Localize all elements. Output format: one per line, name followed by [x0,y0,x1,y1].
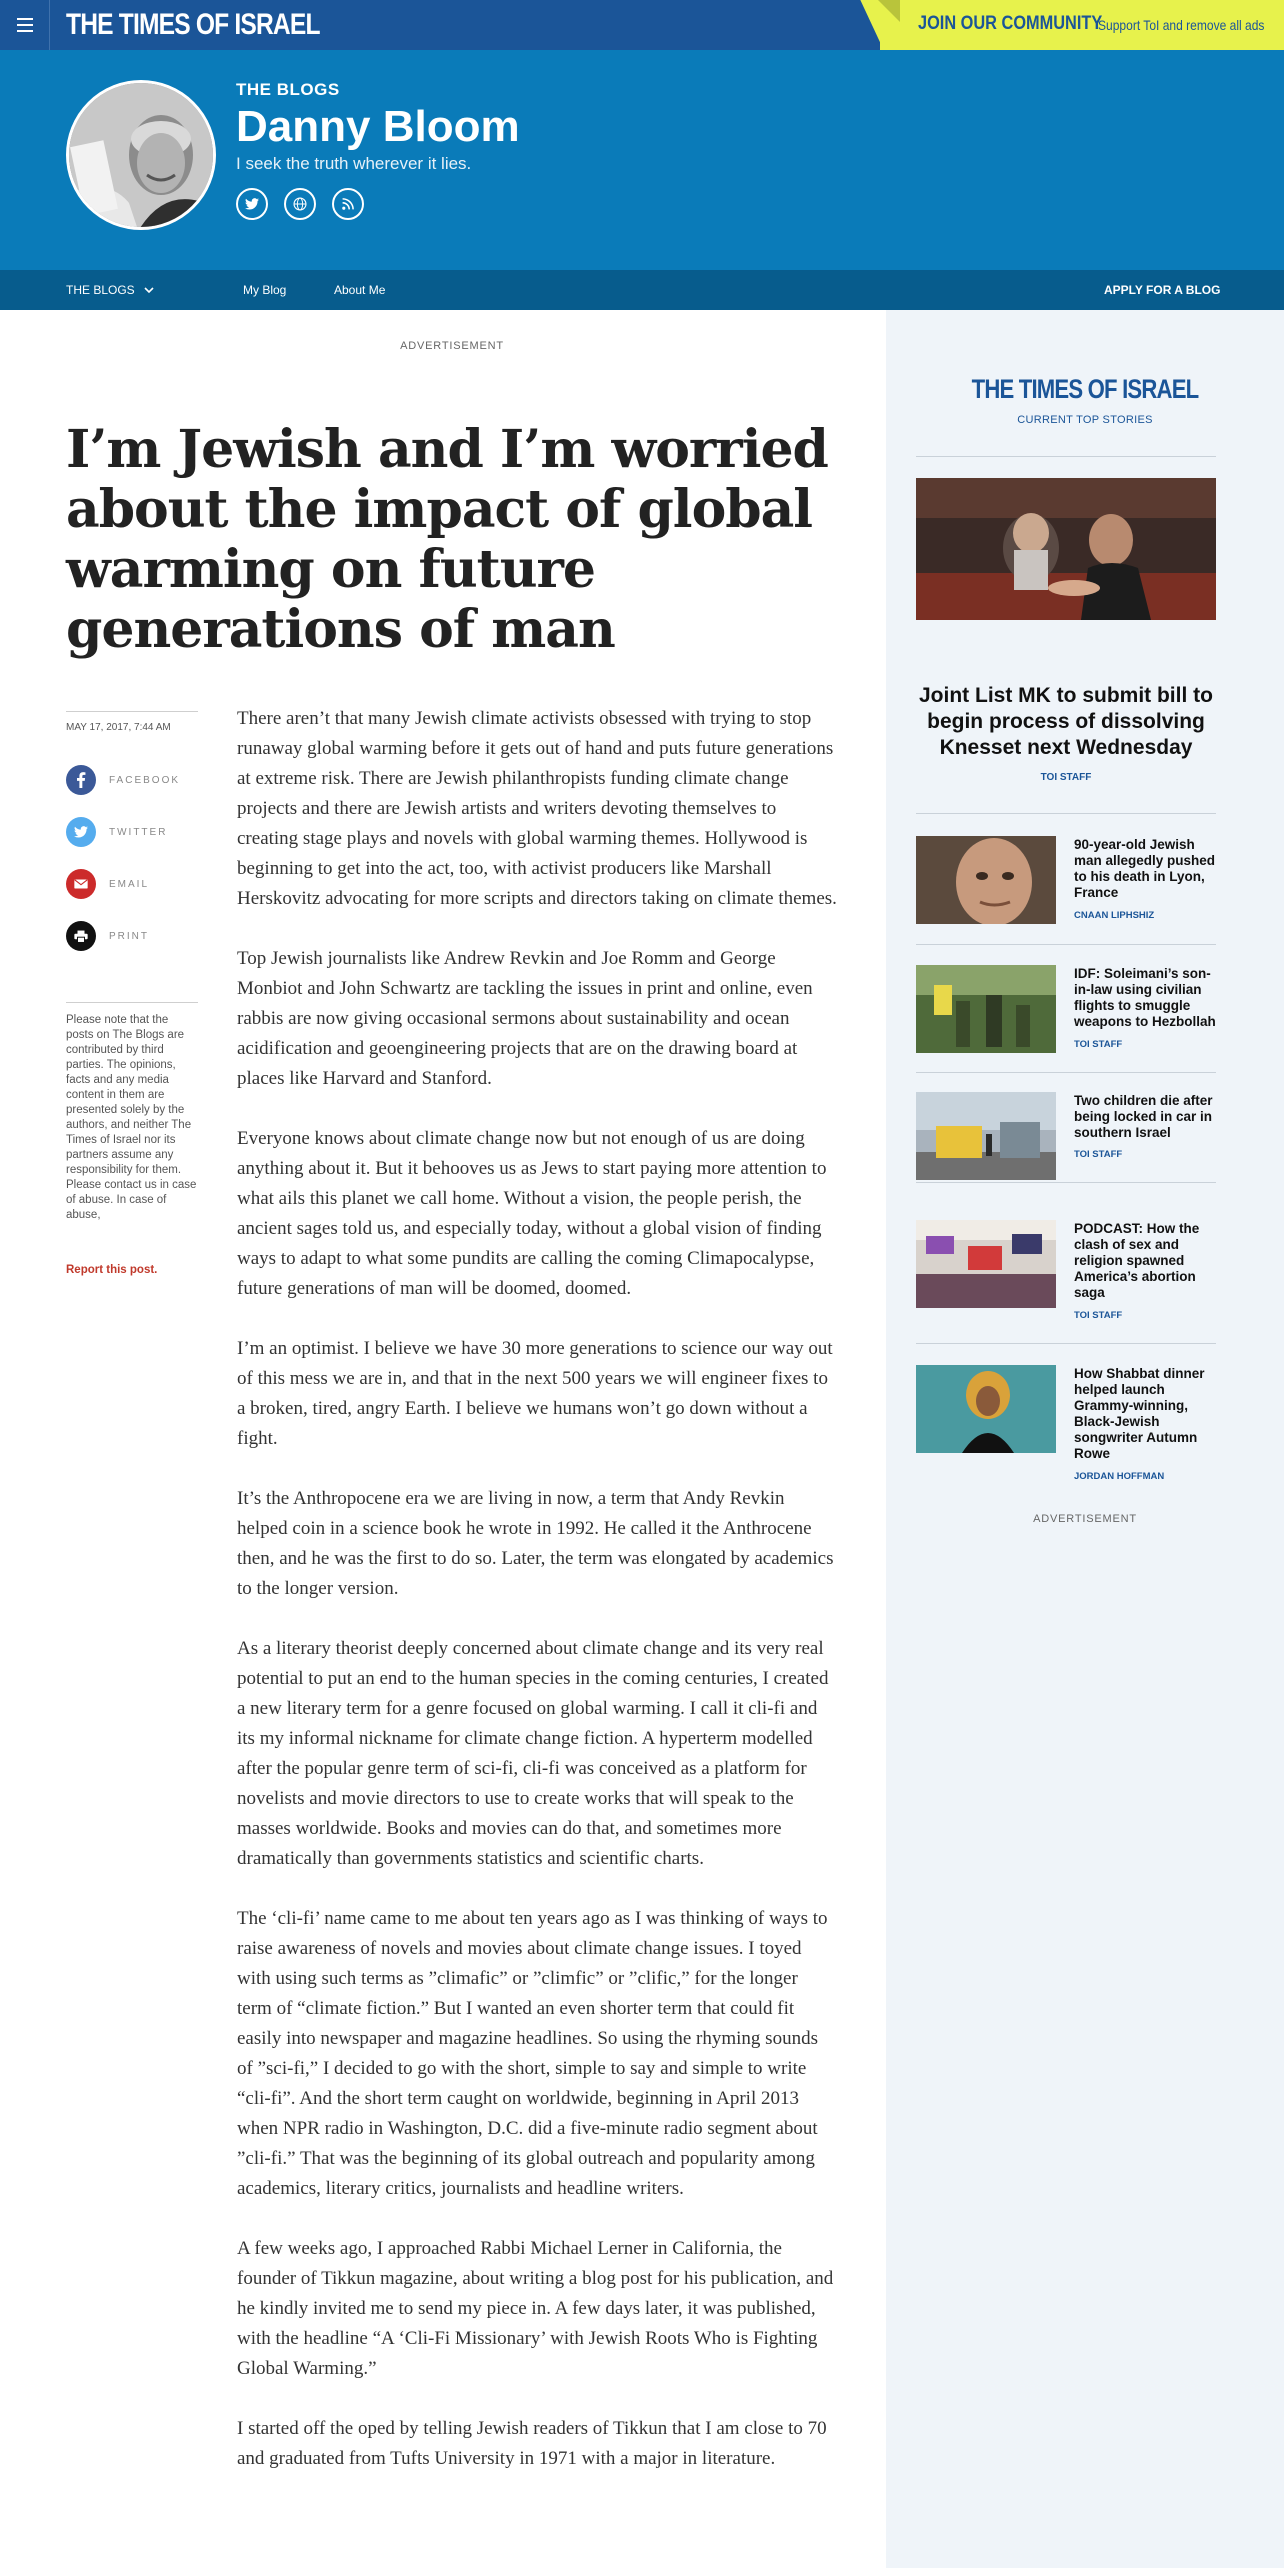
author-name: Danny Bloom [236,102,520,151]
feature-story-byline[interactable]: TOI STAFF [1040,772,1092,783]
article-paragraph: Top Jewish journalists like Andrew Revkin and Joe Romm and George Monbiot and John Schwartz are tackling the issues in print and online, even rabbis are now giving occasional sermons about sustainability and ocean acidification and geoengineering projects that are on the drawing board at places like Harvard and Stanford. [237,948,813,1089]
sidebar-divider [916,1182,1216,1183]
top-stories-sidebar [886,310,1284,2568]
story-title[interactable]: How Shabbat dinner helped launch Grammy-winning, Black-Jewish songwriter Autumn Rowe [1074,1366,1205,1461]
story-byline[interactable]: CNAAN LIPHSHIZ [1074,910,1155,921]
feature-story-title[interactable]: Joint List MK to submit bill to begin process of dissolving Knesset next Wednesday [919,684,1213,759]
story-byline[interactable]: TOI STAFF [1074,1310,1123,1321]
article-date: MAY 17, 2017, 7:44 AM [66,722,171,733]
nav-my-blog[interactable]: My Blog [243,283,287,297]
story-image[interactable] [916,965,1056,1053]
sidebar-advertisement-label: ADVERTISEMENT [1033,1513,1137,1525]
author-tagline: I seek the truth wherever it lies. [236,154,472,173]
blogs-disclaimer: Please note that the posts on The Blogs are contributed by third parties. The opinions, facts and any media content in them are presented solely by the authors, and neither The Times of Israel nor its partners assume any responsibility for them. Please contact us in case of abuse. In case of abuse, [66,1014,197,1221]
article-paragraph: There aren’t that many Jewish climate activists obsessed with trying to stop runaway global warming before it gets out of hand and puts future generations at extreme risk. There are Jewish philanthropists funding climate change projects and there are Jewish artists and writers devoting themselves to creating stage plays and novels with global warming themes. Hollywood is beginning to get into the act, too, with activist producers like Marshall Herskovitz advocating for more scripts and directors taking on climate themes. [237,708,837,909]
article-body [237,704,837,2504]
share-twitter[interactable] [66,817,206,847]
sidebar-logo-subtitle: CURRENT TOP STORIES [1017,414,1153,426]
section-label[interactable]: THE BLOGS [236,80,340,99]
article-paragraph: A few weeks ago, I approached Rabbi Michael Lerner in California, the founder of Tikkun magazine, about writing a blog post for his publication, and he kindly invited me to send my piece in. A few days later, it was published, with the headline “A ‘Cli-Fi Missionary’ with Jewish Roots Who is Fighting Global Warming.” [237,2238,834,2379]
story-image[interactable] [916,1365,1056,1453]
article-paragraph: The ‘cli-fi’ name came to me about ten years ago as I was thinking of ways to raise awareness of novels and movies about climate change issues. I toyed with using such terms as ”climafic” or ”climfic” or ”clific,” for the longer term of “climate fiction.” But I wanted an even shorter term that could fit easily into newspaper and magazine headlines. So using the rhyming sounds of ”sci-fi,” I decided to go with the short, simple to say and simple to write “cli-fi”. And the short term caught on worldwide, beginning in April 2013 when NPR radio in Washington, D.C. did a five-minute radio segment about ”cli-fi.” That was the beginning of its global outreach and popularity among academics, literary critics, journalists and headline writers. [237,1908,828,2199]
article-paragraph: It’s the Anthropocene era we are living in now, a term that Andy Revkin helped coin in a science book he wrote in 1992. He called it the Anthrocene then, and he was the first to do so. Later, the term was elongated by academics to the longer version. [237,1488,834,1599]
share-print-label[interactable]: PRINT [109,931,149,942]
sidebar-divider [916,456,1216,457]
article-paragraph: I’m an optimist. I believe we have 30 more generations to science our way out of this mess we are in, and that in the next 500 years we will engineer fixes to a broken, tired, angry Earth. I believe we humans won’t go down without a fight. [237,1338,833,1449]
article-paragraph: Everyone knows about climate change now but not enough of us are doing anything about it. But it behooves us as Jews to start paying more attention to what ails this planet we call home. Without a vision, the people perish, the ancient sages told us, and especially today, without a global vision of finding ways to adapt to what some pundits are calling the coming Climapocalypse, future generations of man will be doomed, doomed. [237,1128,827,1299]
story-image[interactable] [916,1220,1056,1308]
sidebar-divider [916,813,1216,814]
banner-fold [878,0,900,22]
apply-for-blog-link[interactable]: APPLY FOR A BLOG [1104,283,1221,297]
story-title[interactable]: 90-year-old Jewish man allegedly pushed to his death in Lyon, France [1074,837,1216,900]
author-avatar [66,80,216,230]
nav-the-blogs-label: THE BLOGS [66,283,135,297]
sidebar-divider [916,944,1216,945]
meta-divider [66,711,198,712]
story-byline[interactable]: TOI STAFF [1074,1149,1123,1160]
story-image[interactable] [916,1092,1056,1180]
sidebar-divider [916,1072,1216,1073]
blog-header [0,50,1284,270]
story-title[interactable]: PODCAST: How the clash of sex and religion spawned America’s abortion saga [1074,1221,1200,1300]
share-twitter-label[interactable]: TWITTER [109,827,168,838]
top-bar [0,0,1284,50]
report-post-link[interactable]: Report this post. [66,1264,158,1276]
story-title[interactable]: Two children die after being locked in car in southern Israel [1074,1093,1213,1140]
globe-icon[interactable] [284,188,316,220]
story-image[interactable] [916,836,1056,924]
disclaimer-divider [66,1002,198,1003]
article-headline: I’m Jewish and I’m worried about the impact of global warming on future generations of man [66,419,828,660]
facebook-icon[interactable] [66,765,96,795]
share-print[interactable] [66,921,206,951]
print-icon[interactable] [66,921,96,951]
share-facebook[interactable] [66,765,206,795]
nav-the-blogs[interactable] [66,283,154,297]
story-byline[interactable]: TOI STAFF [1074,1039,1123,1050]
join-community-title[interactable]: JOIN OUR COMMUNITY [918,13,1103,34]
twitter-icon[interactable] [66,817,96,847]
blog-nav [0,270,1284,310]
story-title[interactable]: IDF: Soleimani’s son-in-law using civilian flights to smuggle weapons to Hezbollah [1074,966,1216,1029]
email-icon[interactable] [66,869,96,899]
share-email[interactable] [66,869,206,899]
article-paragraph: As a literary theorist deeply concerned about climate change and its very real potential to put an end to the human species in the coming centuries, I created a new literary term for a genre focused on global warming. I call it cli-fi and its my informal nickname for climate change fiction. A hyperterm modelled after the popular genre term of sci-fi, cli-fi was conceived as a platform for novelists and movie directors to use to create works that will speak to the masses worldwide. Books and movies can do that, and sometimes more dramatically than governments statistics and scientific charts. [237,1638,829,1869]
join-community-banner[interactable] [880,0,1284,50]
join-community-subtitle[interactable]: Support ToI and remove all ads [1098,17,1265,33]
share-email-label[interactable]: EMAIL [109,879,150,890]
nav-about-me[interactable]: About Me [334,283,386,297]
article-paragraph: I started off the oped by telling Jewish readers of Tikkun that I am close to 70 and graduated from Tufts University in 1971 with a major in literature. [237,2418,827,2469]
twitter-icon[interactable] [236,188,268,220]
advertisement-label: ADVERTISEMENT [400,340,504,352]
rss-icon[interactable] [332,188,364,220]
sidebar-logo[interactable]: THE TIMES OF ISRAEL [971,374,1199,404]
site-logo[interactable]: THE TIMES OF ISRAEL [66,8,320,41]
share-facebook-label[interactable]: FACEBOOK [109,775,181,786]
menu-icon[interactable] [0,0,50,50]
chevron-down-icon [144,287,154,294]
story-byline[interactable]: JORDAN HOFFMAN [1074,1471,1165,1482]
sidebar-divider [916,1343,1216,1344]
feature-story-image[interactable] [916,478,1216,620]
